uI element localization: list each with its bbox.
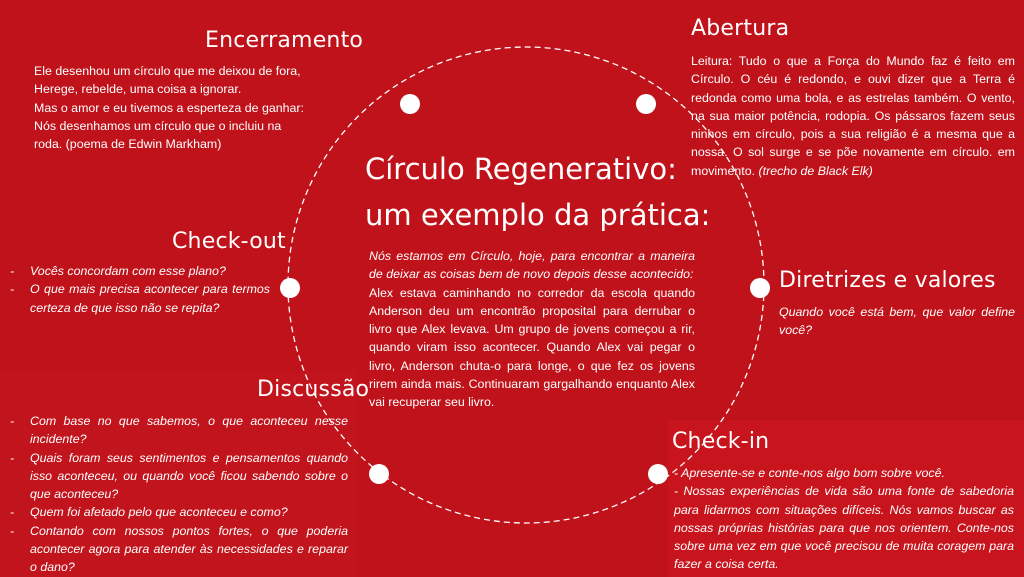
checkin-list	[674, 464, 1014, 574]
poem-line: Ele desenhou um círculo que me deixou de fora,	[34, 64, 301, 78]
poem-line: Nós desenhamos um círculo que o incluiu na	[34, 118, 282, 133]
heading-encerramento: Encerramento	[205, 28, 364, 53]
list-item: - Quais foram seus sentimentos e pensamentos quando isso aconteceu, ou quando você ficou sabendo sobre o que aconteceu?	[4, 449, 348, 504]
abertura-reading	[691, 52, 1015, 180]
poem-line: roda. (poema de Edwin Markham)	[34, 137, 222, 152]
poem-line: Herege, rebelde, uma coisa a ignorar.	[34, 82, 242, 97]
poem-line: Mas o amor e eu tivemos a esperteza de ganhar:	[34, 100, 304, 115]
list-item: - Quem foi afetado pelo que aconteceu e como?	[4, 503, 348, 521]
diretrizes-text: Quando você está bem, que valor define você?	[779, 305, 1015, 338]
list-item: - O que mais precisa acontecer para termos certeza de que isso não se repita?	[4, 280, 270, 317]
abertura-text: Leitura: Tudo o que a Força do Mundo faz é feito em Círculo. O céu é redondo, e ouvi dizer que a Terra é redonda como uma bola, e as estrelas também. O vento, na sua maior potência, rodopia. Os pássaros fazem seus ninhos em círculo, pois a sua religião é a mesma que a nossa. O sol surge e se põe novamente em círculo. em movimento.	[691, 54, 1015, 178]
title-line-1: Círculo Regenerativo:	[365, 152, 677, 186]
heading-discussao: Discussão	[257, 377, 370, 402]
encerramento-poem	[34, 62, 334, 153]
list-item: - Nossas experiências de vida são uma fonte de sabedoria para lidarmos com situações difíceis. Nós vamos buscar as nossas próprias histórias para que nos orientem. Conte-nos sobre uma vez em que você precisou de muita coragem para fazer a coisa certa.	[674, 484, 1014, 572]
heading-abertura: Abertura	[691, 16, 790, 41]
list-item: - Vocês concordam com esse plano?	[4, 262, 270, 280]
node-discussao	[369, 464, 389, 484]
abertura-credit: (trecho de Black Elk)	[758, 163, 873, 178]
list-item: - Contando com nossos pontos fortes, o que poderia acontecer agora para atender às necessidades e reparar o dano?	[4, 522, 348, 577]
checkout-list	[4, 262, 270, 317]
discussao-list	[4, 412, 348, 577]
node-abertura	[636, 94, 656, 114]
heading-checkout: Check-out	[172, 229, 286, 254]
list-item: - Apresente-se e conte-nos algo bom sobre você.	[674, 466, 945, 480]
node-encerramento	[400, 94, 420, 114]
node-checkin	[648, 464, 668, 484]
node-diretrizes	[750, 278, 770, 298]
diagram-title	[365, 146, 710, 238]
heading-checkin: Check-in	[672, 429, 770, 454]
story-intro: Nós estamos em Círculo, hoje, para encontrar a maneira de deixar as coisas bem de novo depois desse acontecido:	[369, 249, 695, 282]
story-body: Alex estava caminhando no corredor da escola quando Anderson deu um encontrão proposital para derrubar o livro que Alex levava. Um grupo de jovens começou a rir, quando viram isso acontecer. Quando Alex vai pegar o livro, Anderson chuta-o para longe, o que fez os jovens rirem ainda mais. Continuaram gargalhando enquanto Alex vai recuperar seu livro.	[369, 285, 695, 410]
node-checkout	[280, 278, 300, 298]
title-line-2: um exemplo da prática:	[365, 198, 711, 232]
story-text	[369, 247, 695, 412]
list-item: - Com base no que sabemos, o que aconteceu nesse incidente?	[4, 412, 348, 449]
heading-diretrizes: Diretrizes e valores	[779, 268, 996, 293]
